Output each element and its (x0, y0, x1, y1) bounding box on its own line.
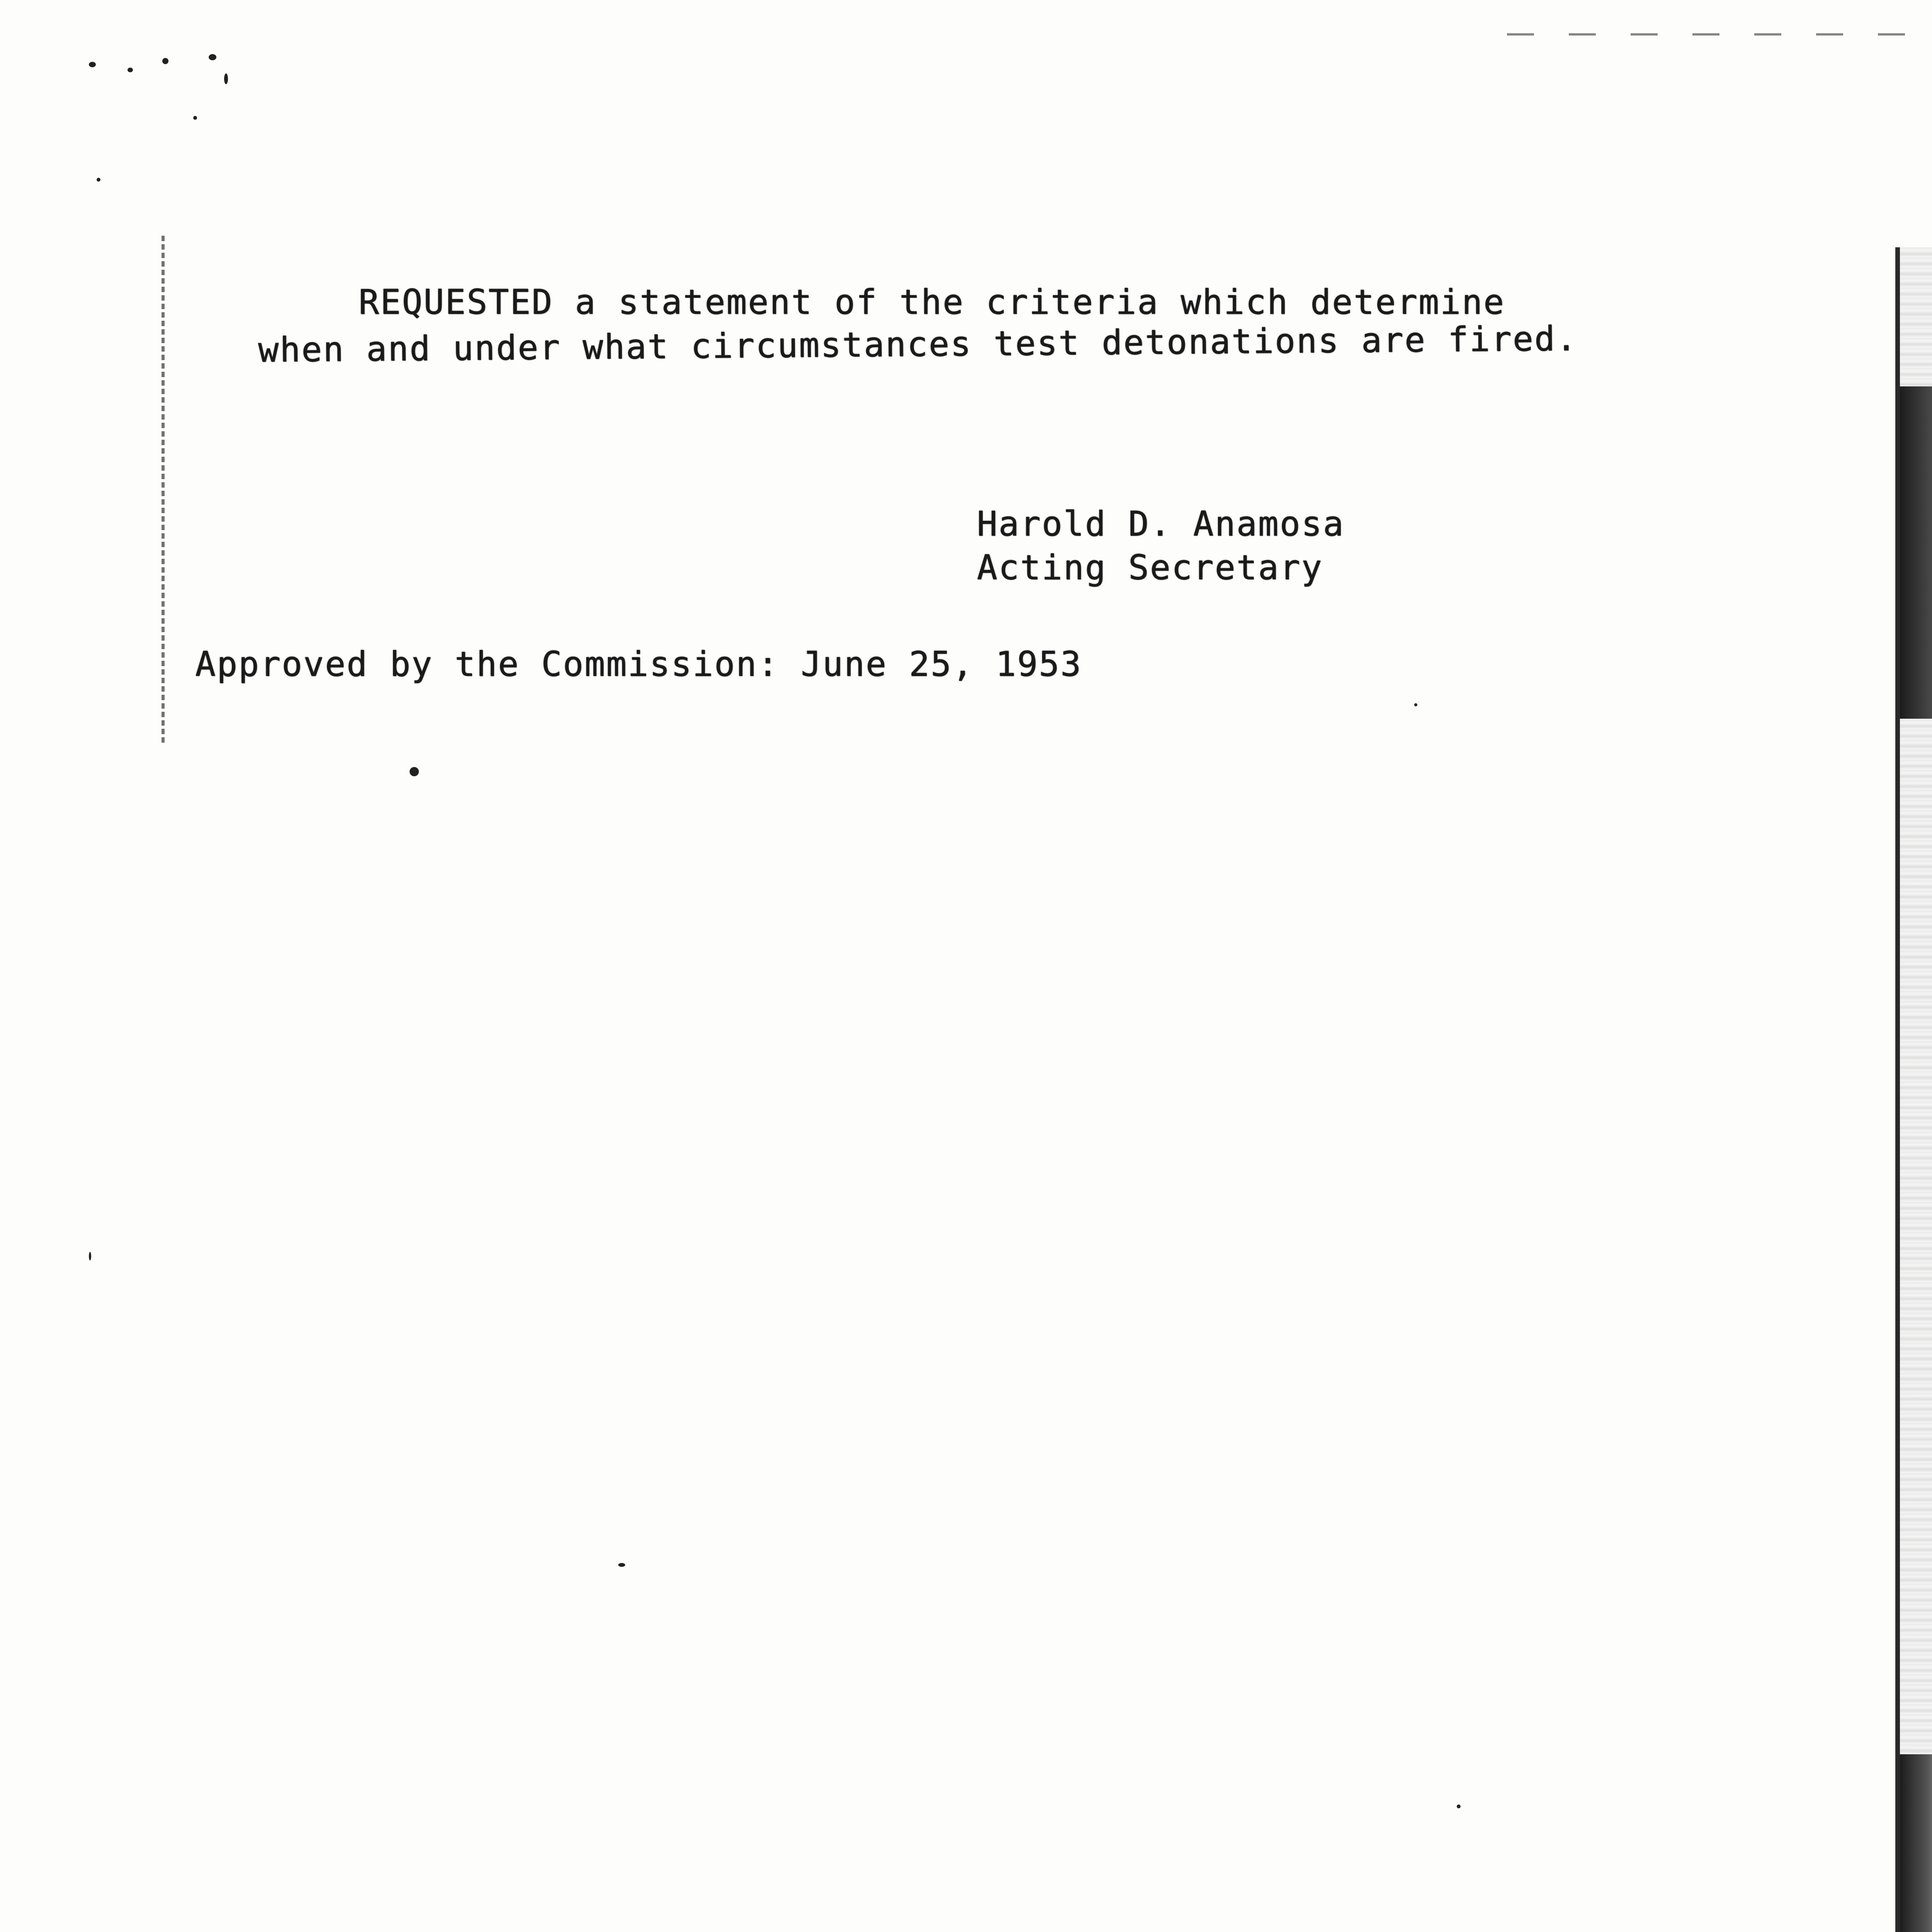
scan-speck (224, 73, 228, 84)
scan-speck (209, 54, 216, 60)
request-text-line-1: REQUESTED a statement of the criteria which determine (359, 282, 1505, 322)
scan-speck (97, 178, 100, 182)
scan-speck (1414, 703, 1417, 706)
scan-speck (618, 1563, 625, 1567)
page-right-edge (1895, 247, 1900, 1932)
signatory-title: Acting Secretary (977, 548, 1323, 587)
approval-line: Approved by the Commission: June 25, 1953 (195, 644, 1082, 684)
scan-speck (410, 767, 419, 776)
binding-shadow-upper (1900, 386, 1932, 719)
request-text-line-2: when and under what circumstances test detonations are fired. (258, 318, 1578, 370)
scan-speck (193, 116, 197, 120)
scan-speck (1457, 1804, 1461, 1808)
scan-speck (89, 1252, 91, 1260)
scan-speck (162, 58, 168, 64)
scan-speck (89, 62, 96, 67)
scan-speck (128, 68, 133, 72)
scan-edge-marks (1507, 33, 1932, 36)
signatory-name: Harold D. Anamosa (977, 504, 1345, 544)
binding-shadow-lower (1900, 1754, 1932, 1932)
left-margin-line (162, 236, 165, 746)
